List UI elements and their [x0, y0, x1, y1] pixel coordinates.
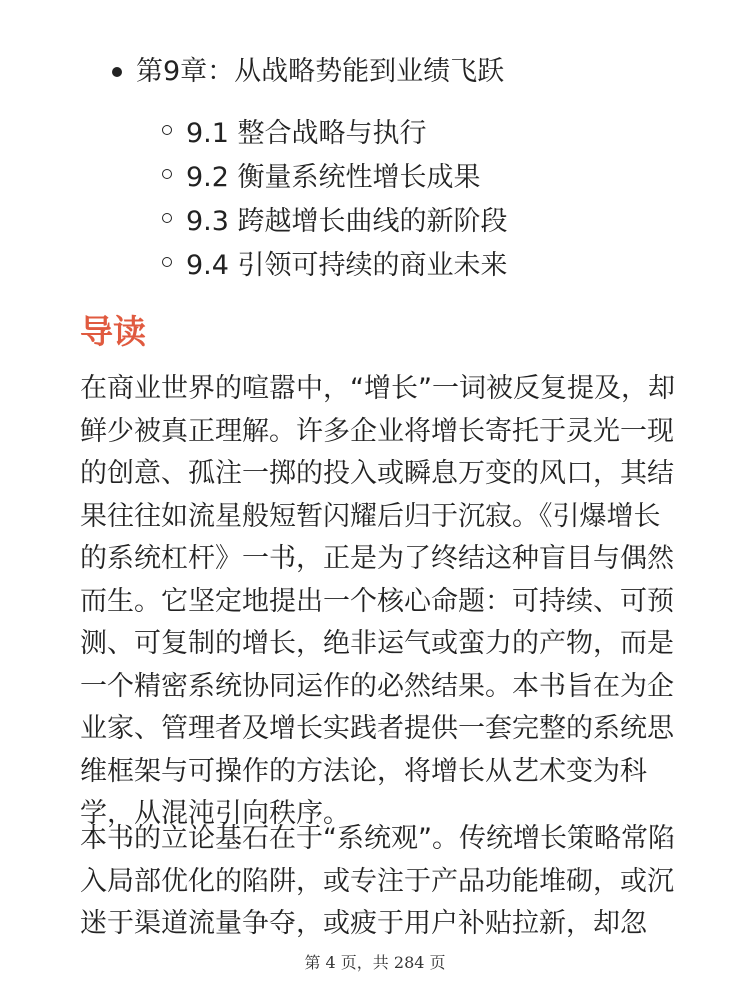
page-number-footer: 第 4 页，共 284 页 [304, 953, 446, 972]
section-label: 9.2 衡量系统性增长成果 [186, 161, 481, 193]
bullet-disc-icon [112, 67, 122, 77]
bullet-circle-icon [162, 125, 172, 135]
section-label: 9.1 整合战略与执行 [186, 117, 427, 149]
section-list [162, 108, 508, 284]
section-label: 9.4 引领可持续的商业未来 [186, 249, 508, 281]
bullet-circle-icon [162, 213, 172, 223]
body-paragraph: 本书的立论基石在于“系统观”。传统增长策略常陷入局部优化的陷阱，或专注于产品功能堆砌，或沉迷于渠道流量争夺，或疲于用户补贴拉新，却忽 [80, 823, 675, 939]
section-item [162, 196, 508, 240]
section-item [162, 240, 508, 284]
section-heading: 导读 [80, 312, 146, 351]
chapter-title: 第9章：从战略势能到业绩飞跃 [136, 56, 505, 87]
chapter-item [112, 53, 504, 91]
section-label: 9.3 跨越增长曲线的新阶段 [186, 205, 508, 237]
bullet-circle-icon [162, 169, 172, 179]
body-paragraph: 在商业世界的喧嚣中，“增长”一词被反复提及，却鲜少被真正理解。许多企业将增长寄托于灵光一现的创意、孤注一掷的投入或瞬息万变的风口，其结果往往如流星般短暂闪耀后归于沉寂。《引爆增长的系统杠杆》一书，正是为了终结这种盲目与偶然而生。它坚定地提出一个核心命题：可持续、可预测、可复制的增长，绝非运气或蛮力的产物，而是一个精密系统协同运作的必然结果。本书旨在为企业家、管理者及增长实践者提供一套完整的系统思维框架与可操作的方法论，将增长从艺术变为科学，从混沌引向秩序。 [80, 373, 675, 829]
section-item [162, 152, 508, 196]
bullet-circle-icon [162, 257, 172, 267]
section-item [162, 108, 508, 152]
